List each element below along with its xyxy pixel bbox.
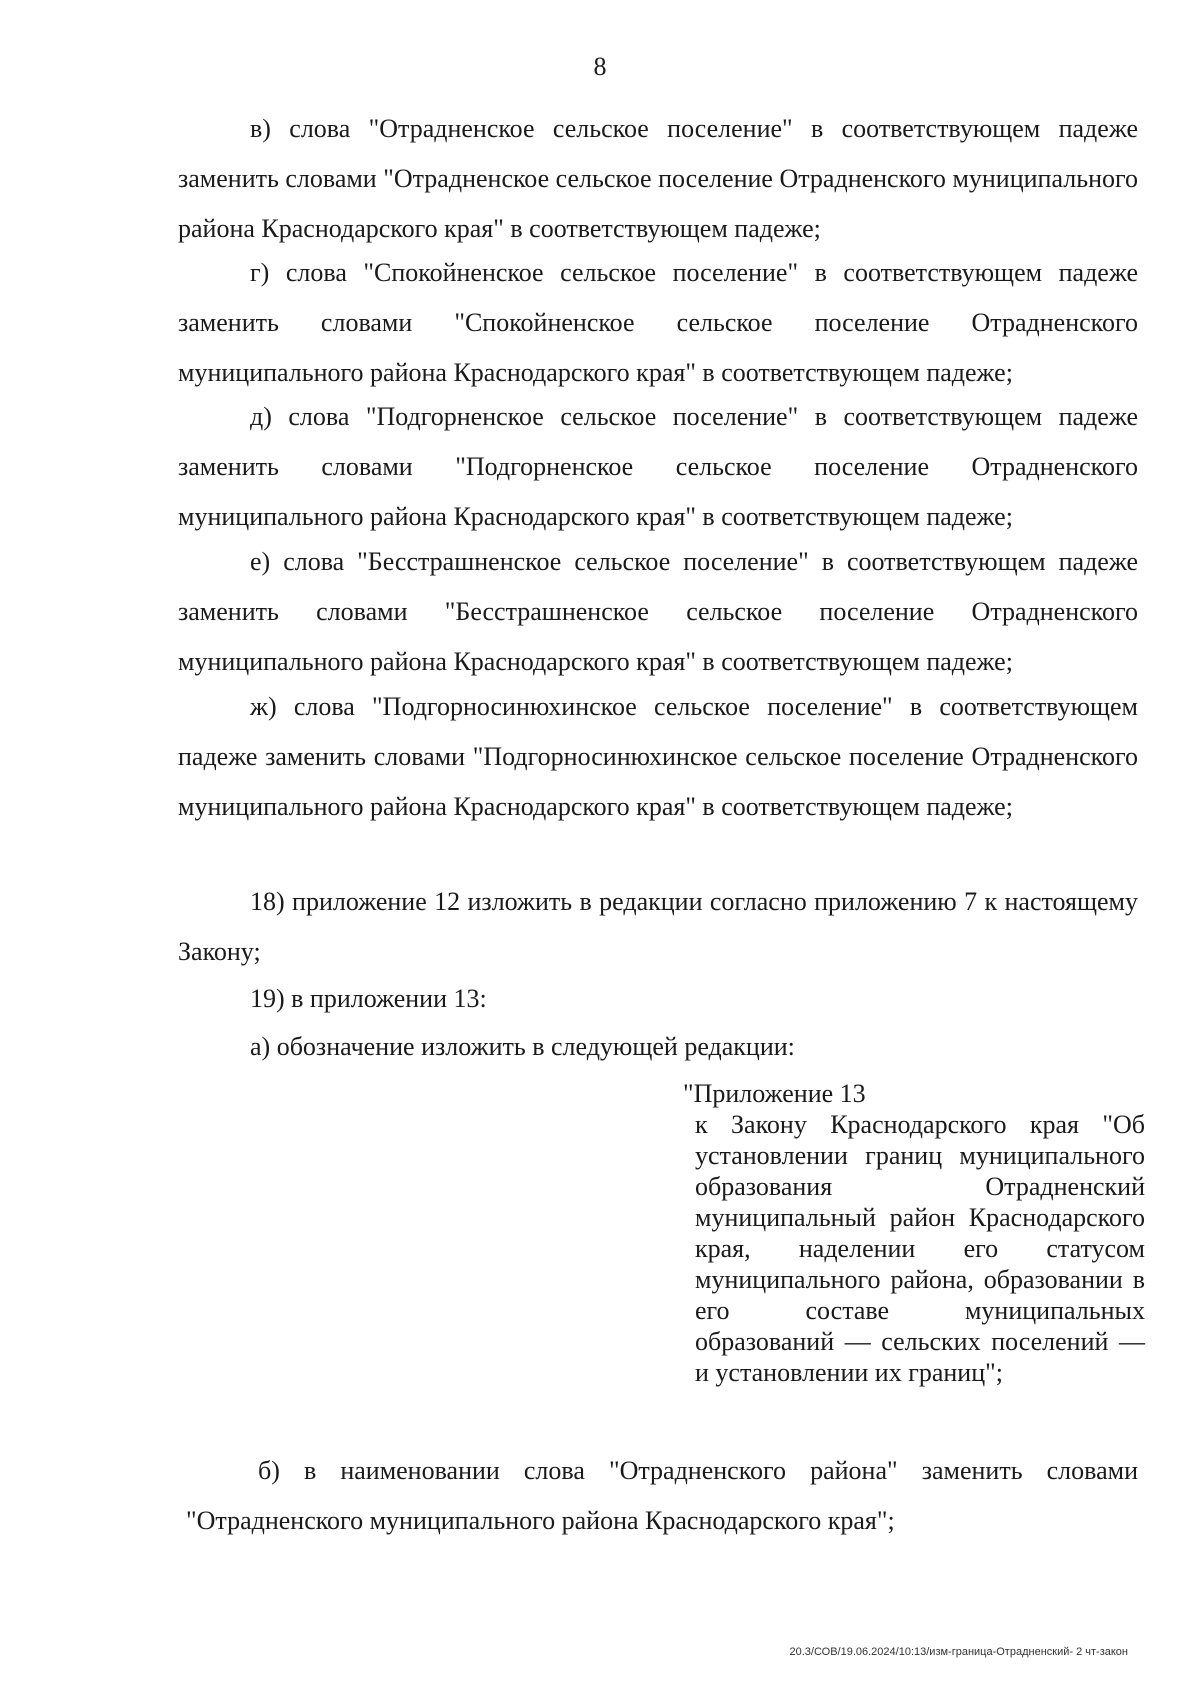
paragraph-v: в) слова "Отрадненское сельское поселение" в соответствующем падеже заменить словами "Отрадненское сельское поселение Отрадненского муниципального района Краснодарского края" в соответствующем падеже; [178,114,1138,243]
appendix-block [683,1078,1145,1388]
page-number: 8 [593,52,607,81]
paragraph-item-18: 18) приложение 12 изложить в редакции согласно приложению 7 к настоящему Закону; [178,887,1138,966]
paragraph-d: д) слова "Подгорненское сельское поселение" в соответствующем падеже заменить словами "Подгорненское сельское поселение Отрадненского муниципального района Краснодарского края" в соответствующем падеже; [178,402,1138,531]
paragraph-e: е) слова "Бесстрашненское сельское поселение" в соответствующем падеже заменить словами "Бесстрашненское сельское поселение Отрадненского муниципального района Краснодарского края" в соответствующем падеже; [178,547,1138,676]
paragraph-a: а) обозначение изложить в следующей редакции: [250,1032,795,1061]
appendix-heading: "Приложение 13 [683,1079,866,1108]
document-footer-id: 20.3/СОВ/19.06.2024/10:13/изм-граница-Отрадненский- 2 чт-закон [789,1646,1128,1658]
paragraph-item-19: 19) в приложении 13: [250,984,487,1013]
paragraph-b: б) в наименовании слова "Отрадненского района" заменить словами "Отрадненского муниципального района Краснодарского края"; [186,1456,1138,1535]
paragraph-zh: ж) слова "Подгорносинюхинское сельское поселение" в соответствующем падеже заменить словами "Подгорносинюхинское сельское поселение Отрадненского муниципального района Краснодарского края" в соответствующем падеже; [178,692,1138,821]
paragraph-g: г) слова "Спокойненское сельское поселение" в соответствующем падеже заменить словами "Спокойненское сельское поселение Отрадненского муниципального района Краснодарского края" в соответствующем падеже; [178,258,1138,387]
appendix-body: к Закону Краснодарского края "Об установлении границ муниципального образования Отрадненский муниципальный район Краснодарского края, наделении его статусом муниципального района, образовании в его составе муниципальных образований — сельских поселений — и установлении их границ"; [695,1110,1145,1387]
